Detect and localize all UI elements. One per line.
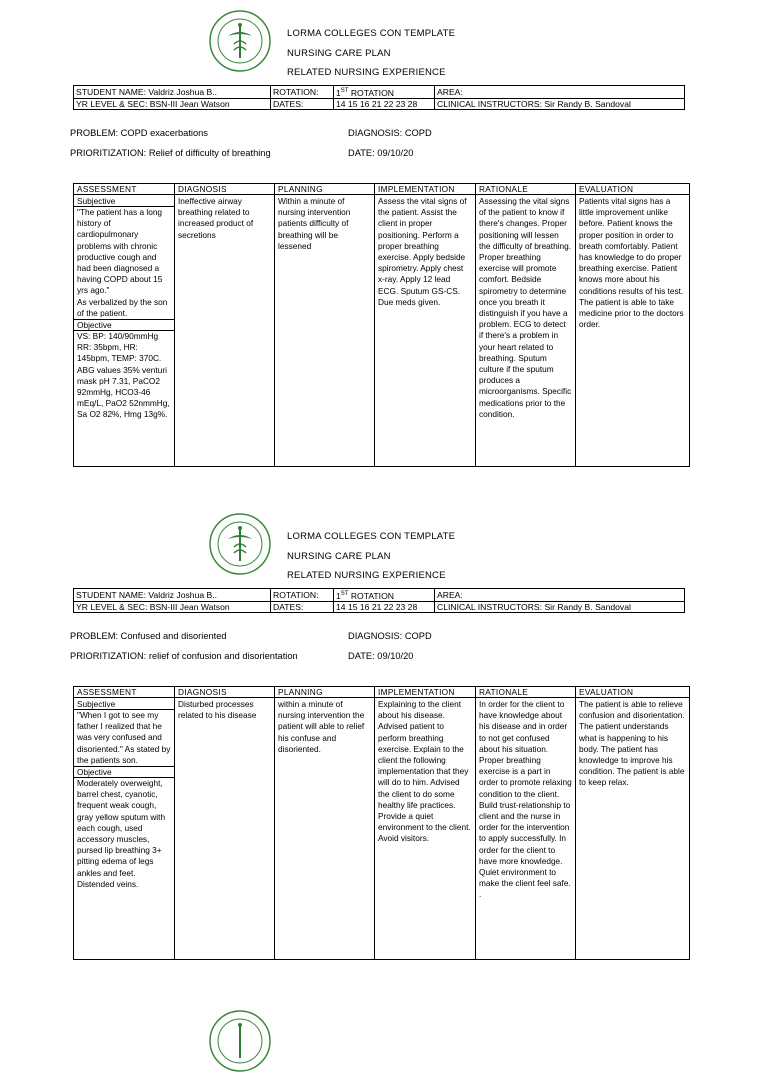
document-header — [287, 527, 455, 586]
header-line-3: RELATED NURSING EXPERIENCE — [287, 570, 446, 581]
date-text: DATE: 09/10/20 — [348, 651, 414, 661]
area-label: AREA: — [435, 86, 685, 99]
header-line-3: RELATED NURSING EXPERIENCE — [287, 67, 446, 78]
col-header-diagnosis: DIAGNOSIS — [175, 184, 275, 195]
rationale-cell: Assessing the vital signs of the patient to know if there's changes. Proper positioning will lessen the difficulty of breathing. Proper breathing exercise will promote comfort. Bedside spirometry to determine once you breath it distinguish if you have a problem. ECG to detect if there's a problem in your heart related to breathing. Sputum culture if the sputum produces a microorganisms. Specific medications prior to the condition. — [476, 195, 576, 467]
header-line-2: NURSING CARE PLAN — [287, 550, 391, 562]
col-header-rationale: RATIONALE — [476, 184, 576, 195]
dates-value: 14 15 16 21 22 23 28 — [334, 601, 435, 612]
rotation-value: 1ST ROTATION — [334, 589, 435, 602]
subjective-label: Subjective — [74, 196, 174, 207]
objective-text: VS: BP: 140/90mmHg RR: 35bpm, HR: 145bpm, TEMP: 370C. ABG values 35% venturi mask pH 7.31, PaCO2 92mmHg, HCO3-46 mEq/L, PaO2 52nmmHg, Sa O2 82%, Hmg 13g%. — [77, 331, 170, 420]
rationale-cell: In order for the client to have knowledge about his disease and in order to not get confused about his situation. Proper breathing exercise is a part in order to promote relaxing condition to the client. Build trust-relationship to client and the nurse in order for the intervention to apply successfully. In order for the client to have more knowledge. Quiet environment to make the client feel safe. . — [476, 698, 576, 960]
yr-level: YR LEVEL & SEC: BSN-III Jean Watson — [74, 601, 271, 612]
student-name: STUDENT NAME: Valdriz Joshua B.. — [74, 589, 271, 602]
col-header-evaluation: EVALUATION — [576, 687, 690, 698]
student-info-table — [73, 85, 685, 110]
area-label: AREA: — [435, 589, 685, 602]
lorma-college-seal-logo — [208, 10, 272, 72]
header-line-2: NURSING CARE PLAN — [287, 47, 391, 59]
problem-text: PROBLEM: Confused and disoriented — [70, 631, 227, 641]
diagnosis-cell: Ineffective airway breathing related to increased product of secretions — [175, 195, 275, 467]
header-line-1: LORMA COLLEGES CON TEMPLATE — [287, 28, 456, 39]
implementation-cell: Explaining to the client about his disease. Advised patient to perform breathing exercise. Explain to the client the following implementation that they will do to him. Advised the client to do some healthy life practices. Provide a quiet environment to the client. Avoid visitors. — [375, 698, 476, 960]
student-info-table — [73, 588, 685, 613]
yr-level: YR LEVEL & SEC: BSN-III Jean Watson — [74, 98, 271, 109]
prioritization-text: PRIORITIZATION: Relief of difficulty of breathing — [70, 148, 271, 158]
nursing-care-plan-table — [73, 183, 690, 467]
objective-label: Objective — [74, 766, 174, 778]
dates-value: 14 15 16 21 22 23 28 — [334, 98, 435, 109]
diagnosis-line: DIAGNOSIS: COPD — [348, 128, 432, 138]
col-header-rationale: RATIONALE — [476, 687, 576, 698]
assessment-cell — [74, 698, 175, 960]
rotation-label: ROTATION: — [271, 86, 334, 99]
lorma-college-seal-logo — [208, 513, 272, 575]
document-header — [287, 24, 455, 83]
problem-text: PROBLEM: COPD exacerbations — [70, 128, 208, 138]
col-header-diagnosis: DIAGNOSIS — [175, 687, 275, 698]
planning-cell: within a minute of nursing intervention the patient will able to relief his confuse and disoriented. — [275, 698, 375, 960]
diagnosis-cell: Disturbed processes related to his disease — [175, 698, 275, 960]
date-text: DATE: 09/10/20 — [348, 148, 414, 158]
subjective-label: Subjective — [74, 699, 174, 710]
clinical-instructors: CLINICAL INSTRUCTORS: Sir Randy B. Sandoval — [435, 98, 685, 109]
col-header-assessment: ASSESSMENT — [74, 687, 175, 698]
col-header-implementation: IMPLEMENTATION — [375, 687, 476, 698]
evaluation-cell: The patient is able to relieve confusion and disorientation. The patient understands what is happening to his body. The patient has knowledge to improve his condition. The patient is able to keep relax. — [576, 698, 690, 960]
header-line-1: LORMA COLLEGES CON TEMPLATE — [287, 531, 456, 542]
objective-label: Objective — [74, 319, 174, 331]
implementation-cell: Assess the vital signs of the patient. Assist the client in proper positioning. Perform a proper breathing exercise. Apply bedside spirometry. Apply chest x-ray. Apply 12 lead ECG. Sputum GS-CS. Due meds given. — [375, 195, 476, 467]
prioritization-text: PRIORITIZATION: relief of confusion and disorientation — [70, 651, 298, 661]
subjective-text: "When I got to see my father I realized that he was very confused and disoriented." As stated by the patients son. — [77, 710, 171, 765]
rotation-value: 1ST ROTATION — [334, 86, 435, 99]
col-header-assessment: ASSESSMENT — [74, 184, 175, 195]
subjective-text: "The patient has a long history of cardiopulmonary problems with chronic productive cough and had been diagnosed a having COPD about 15 yrs ago." As verbalized by the son of the patient. — [77, 207, 168, 318]
assessment-cell — [74, 195, 175, 467]
col-header-planning: PLANNING — [275, 184, 375, 195]
col-header-implementation: IMPLEMENTATION — [375, 184, 476, 195]
diagnosis-line: DIAGNOSIS: COPD — [348, 631, 432, 641]
dates-label: DATES: — [271, 98, 334, 109]
lorma-college-seal-logo — [208, 1010, 272, 1072]
dates-label: DATES: — [271, 601, 334, 612]
planning-cell: Within a minute of nursing intervention patients difficulty of breathing will be lessened — [275, 195, 375, 467]
objective-text: Moderately overweight, barrel chest, cyanotic, frequent weak cough, gray yellow sputum with each cough, used accessory muscles, pursed lip breathing 3+ pitting edema of legs ankles and feet. Distended veins. — [77, 778, 166, 889]
nursing-care-plan-table — [73, 686, 690, 960]
student-name: STUDENT NAME: Valdriz Joshua B.. — [74, 86, 271, 99]
col-header-evaluation: EVALUATION — [576, 184, 690, 195]
clinical-instructors: CLINICAL INSTRUCTORS: Sir Randy B. Sandoval — [435, 601, 685, 612]
rotation-label: ROTATION: — [271, 589, 334, 602]
evaluation-cell: Patients vital signs has a little improvement unlike before. Patient knows the proper position in order to breath comfortably. Patient has knowledge to do proper breathing exercise. Patient knows more about his conditions results of his test. The patient is able to take medicine prior to the doctors order. — [576, 195, 690, 467]
col-header-planning: PLANNING — [275, 687, 375, 698]
